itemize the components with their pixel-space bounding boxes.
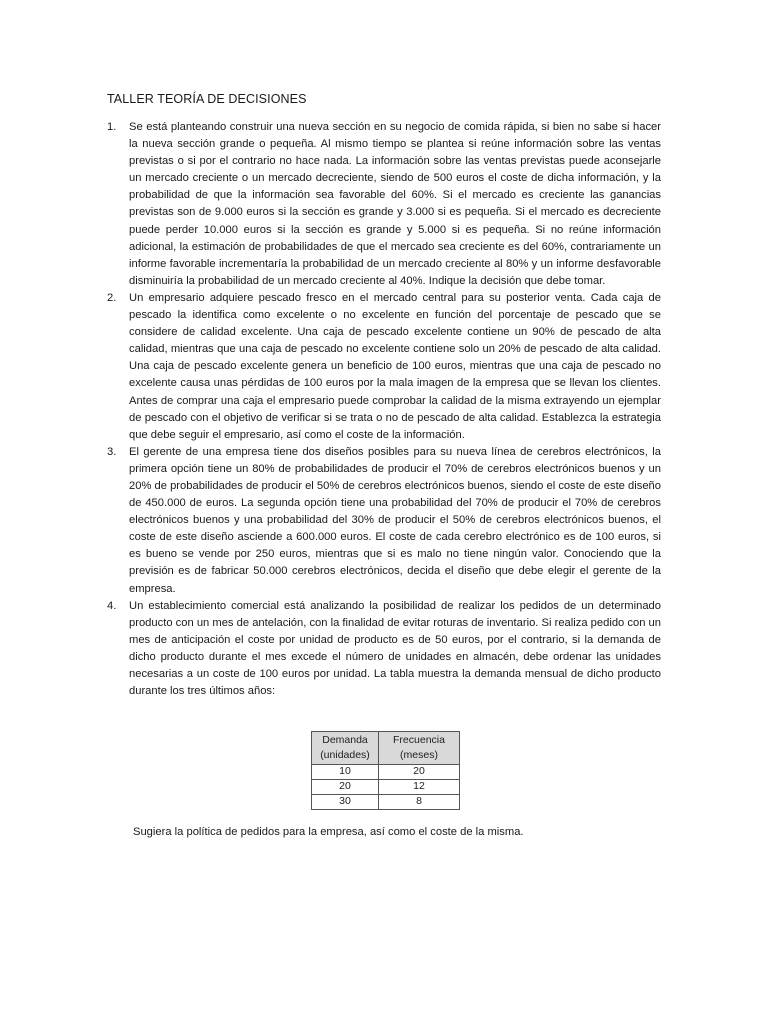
cell-frequency: 12 bbox=[379, 780, 460, 795]
cell-frequency: 8 bbox=[379, 795, 460, 810]
closing-paragraph: Sugiera la política de pedidos para la empresa, así como el coste de la misma. bbox=[133, 826, 524, 838]
problem-item-1 bbox=[107, 119, 661, 290]
cell-frequency: 20 bbox=[379, 765, 460, 780]
problem-number: 1. bbox=[107, 121, 117, 133]
table-row bbox=[312, 795, 460, 810]
problem-text: El gerente de una empresa tiene dos diseños posibles para su nueva línea de cerebros electrónicos, la primera opción tiene un 80% de probabilidades de producir el 70% de cerebros electrónicos buenos y un 20% de probabilidades de producir el 50% de cerebros electrónicos buenos, siendo el coste de este diseño de 450.000 de euros. La segunda opción tiene una probabilidad del 70% de producir el 70% de cerebros electrónicos buenos y una probabilidad del 30% de producir el 50% de cerebros electrónicos buenos, el coste de este diseño asciende a 600.000 euros. El coste de cada cerebro electrónico es de 100 euros, si es bueno se vende por 250 euros, mientras que si es malo no tiene ningún valor. Conociendo que la previsión es de fabricar 50.000 cerebros electrónicos, decida el diseño que debe elegir el gerente de la empresa. bbox=[129, 445, 661, 595]
cell-demand: 30 bbox=[312, 795, 379, 810]
problem-text: Un empresario adquiere pescado fresco en el mercado central para su posterior venta. Cada caja de pescado la identifica como excelente o no excelente en función del porcentaje de pescado que se considere de calidad excelente. Una caja de pescado excelente contiene un 90% de pescado de alta calidad, mientras que una caja de pescado no excelente contiene solo un 20% de pescado de alta calidad. Una caja de pescado excelente genera un beneficio de 100 euros, mientras que una caja de pescado no excelente causa unas pérdidas de 100 euros por la mala imagen de la empresa que se llevan los clientes. Antes de comprar una caja el empresario puede comprobar la calidad de la misma extrayendo un ejemplar de pescado con el objetivo de verificar si se trata o no de pescado de alta calidad. Establezca la estrategia que debe seguir el empresario, así como el coste de la información. bbox=[129, 291, 661, 441]
problem-list bbox=[107, 119, 661, 700]
header-frequency bbox=[379, 732, 460, 765]
cell-demand: 20 bbox=[312, 780, 379, 795]
problem-text: Se está planteando construir una nueva sección en su negocio de comida rápida, si bien no sabe si hacer la nueva sección grande o pequeña. Al mismo tiempo se plantea si reúne información sobre las ventas previstas o si por el contrario no hace nada. La información sobre las ventas previstas puede aconsejarle un mercado creciente o un mercado decreciente, siendo de 500 euros el coste de dicha información, y la probabilidad de que la información sea favorable del 60%. Si el mercado es creciente las ganancias previstas son de 9.000 euros si la sección es grande y 3.000 si es pequeña. Si el mercado es decreciente puede perder 10.000 euros si la sección es grande y 5.000 si es pequeña. Si no reúne información adicional, la estimación de probabilidades de que el mercado sea creciente es del 60%, contrariamente un informe favorable incrementaría la probabilidad de un mercado creciente al 80% y un informe desfavorable disminuiría la probabilidad de un mercado creciente al 40%. Indique la decisión que debe tomar. bbox=[129, 121, 661, 287]
problem-number: 4. bbox=[107, 599, 117, 612]
header-frequency-line2: (meses) bbox=[400, 749, 438, 761]
table-row bbox=[312, 780, 460, 795]
problem-text: Un establecimiento comercial está analizando la posibilidad de realizar los pedidos de un determinado producto con un mes de antelación, con la finalidad de evitar roturas de inventario. Si realiza pedido con un mes de anticipación el coste por unidad de producto es de 50 euros, por el contrario, si la demanda de dicho producto durante el mes excede el número de unidades en almacén, debe ordenar las unidades necesarias a un coste de 100 euros por unidad. La tabla muestra la demanda mensual de dicho producto durante los tres últimos años: bbox=[129, 599, 661, 698]
header-demand-line2: (unidades) bbox=[320, 749, 370, 761]
header-demand bbox=[312, 732, 379, 765]
header-frequency-line1: Frecuencia bbox=[393, 734, 445, 746]
cell-demand: 10 bbox=[312, 765, 379, 780]
table-header-row bbox=[312, 732, 460, 765]
problem-item-2 bbox=[107, 290, 661, 444]
demand-frequency-table bbox=[311, 731, 460, 810]
problem-item-3 bbox=[107, 444, 661, 598]
header-demand-line1: Demanda bbox=[322, 734, 368, 746]
problem-number: 2. bbox=[107, 291, 117, 304]
table-row bbox=[312, 765, 460, 780]
document-title: TALLER TEORÍA DE DECISIONES bbox=[107, 92, 307, 106]
problem-item-4 bbox=[107, 598, 661, 701]
problem-number: 3. bbox=[107, 445, 117, 458]
